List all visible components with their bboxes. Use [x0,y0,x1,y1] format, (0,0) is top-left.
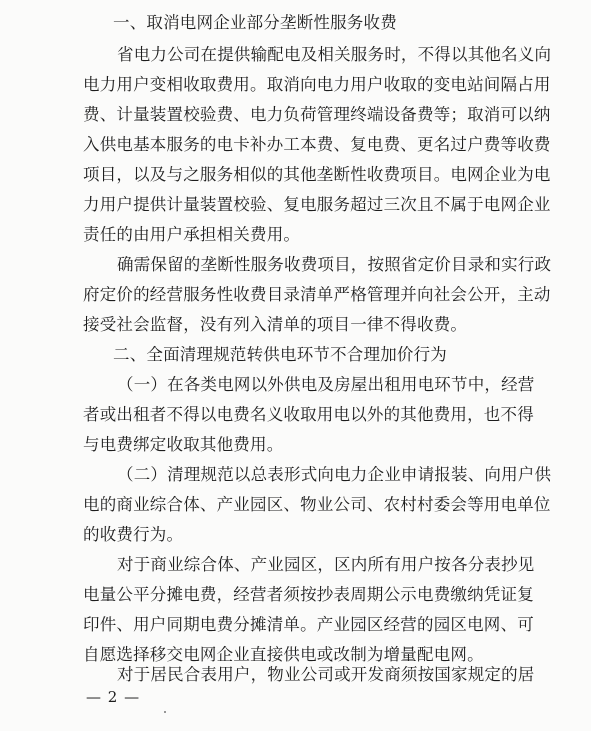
section-heading-2 [0,345,591,365]
paragraph-text: 府定价的经营服务性收费目录清单严格管理并向社会公开，主动 [83,285,551,304]
paragraph-text: 电量公平分摊电费，经营者须按抄表周期公示电费缴纳凭证复 [83,585,534,604]
paragraph-text: 的收费行为。 [83,525,184,544]
paragraph-text: 接受社会监督，没有列入清单的项目一律不得收费。 [83,315,468,334]
paragraph-line [0,225,591,245]
paragraph-line [0,615,591,635]
paragraph-text: 者或出租者不得以电费名义收取用电以外的其他费用，也不得 [83,405,534,424]
paragraph-line [0,525,591,545]
paragraph-line [0,285,591,305]
paragraph-text: 费、计量装置校验费、电力负荷管理终端设备费等；取消可以纳 [83,105,551,124]
paragraph-line [0,405,591,425]
paragraph-text: 项目，以及与之服务相似的其他垄断性收费项目。电网企业为电 [83,165,551,184]
page-number: — 2 — [86,688,141,706]
paragraph-line [0,465,591,485]
paragraph-line [0,105,591,125]
paragraph-text: 责任的由用户承担相关费用。 [83,225,301,244]
paragraph-line [0,45,591,65]
paragraph-line [0,435,591,455]
paragraph-text: 印件、用户同期电费分摊清单。产业园区经营的园区电网、可 [83,615,534,634]
paragraph-text: 与电费绑定收取其他费用。 [83,435,284,454]
paragraph-text: 入供电基本服务的电卡补办工本费、复电费、更名过户费等收费 [83,135,551,154]
paragraph-line [0,495,591,515]
paragraph-line [0,165,591,185]
paragraph-text: 对于商业综合体、产业园区，区内所有用户按各分表抄见 [117,555,535,574]
section-heading-1 [0,13,591,33]
paragraph-text: 确需保留的垄断性服务收费项目，按照省定价目录和实行政 [117,255,552,274]
heading-text: 二、全面清理规范转供电环节不合理加价行为 [113,345,447,364]
paragraph-text: 对于居民合表用户，物业公司或开发商须按国家规定的居 [117,665,535,684]
paragraph-line [0,645,591,665]
paragraph-text: 力用户提供计量装置校验、复电服务超过三次且不属于电网企业 [83,195,551,214]
paragraph-text: 省电力公司在提供输配电及相关服务时，不得以其他名义向 [117,45,552,64]
paragraph-line [0,255,591,275]
paragraph-line [0,75,591,95]
paragraph-text: 电的商业综合体、产业园区、物业公司、农村村委会等用电单位 [83,495,551,514]
paragraph-line [0,375,591,395]
paragraph-line [0,585,591,605]
heading-text: 一、取消电网企业部分垄断性服务收费 [113,13,397,32]
paragraph-text: （一）在各类电网以外供电及房屋出租用电环节中，经营 [117,375,535,394]
paragraph-line [0,135,591,155]
paragraph-text: 电力用户变相收取费用。取消向电力用户收取的变电站间隔占用 [83,75,551,94]
scan-speck [164,711,166,713]
paragraph-text: 自愿选择移交电网企业直接供电或改制为增量配电网。 [83,645,484,664]
paragraph-line [0,665,591,685]
paragraph-line [0,315,591,335]
paragraph-line [0,195,591,215]
paragraph-line [0,555,591,575]
paragraph-text: （二）清理规范以总表形式向电力企业申请报装、向用户供 [117,465,552,484]
